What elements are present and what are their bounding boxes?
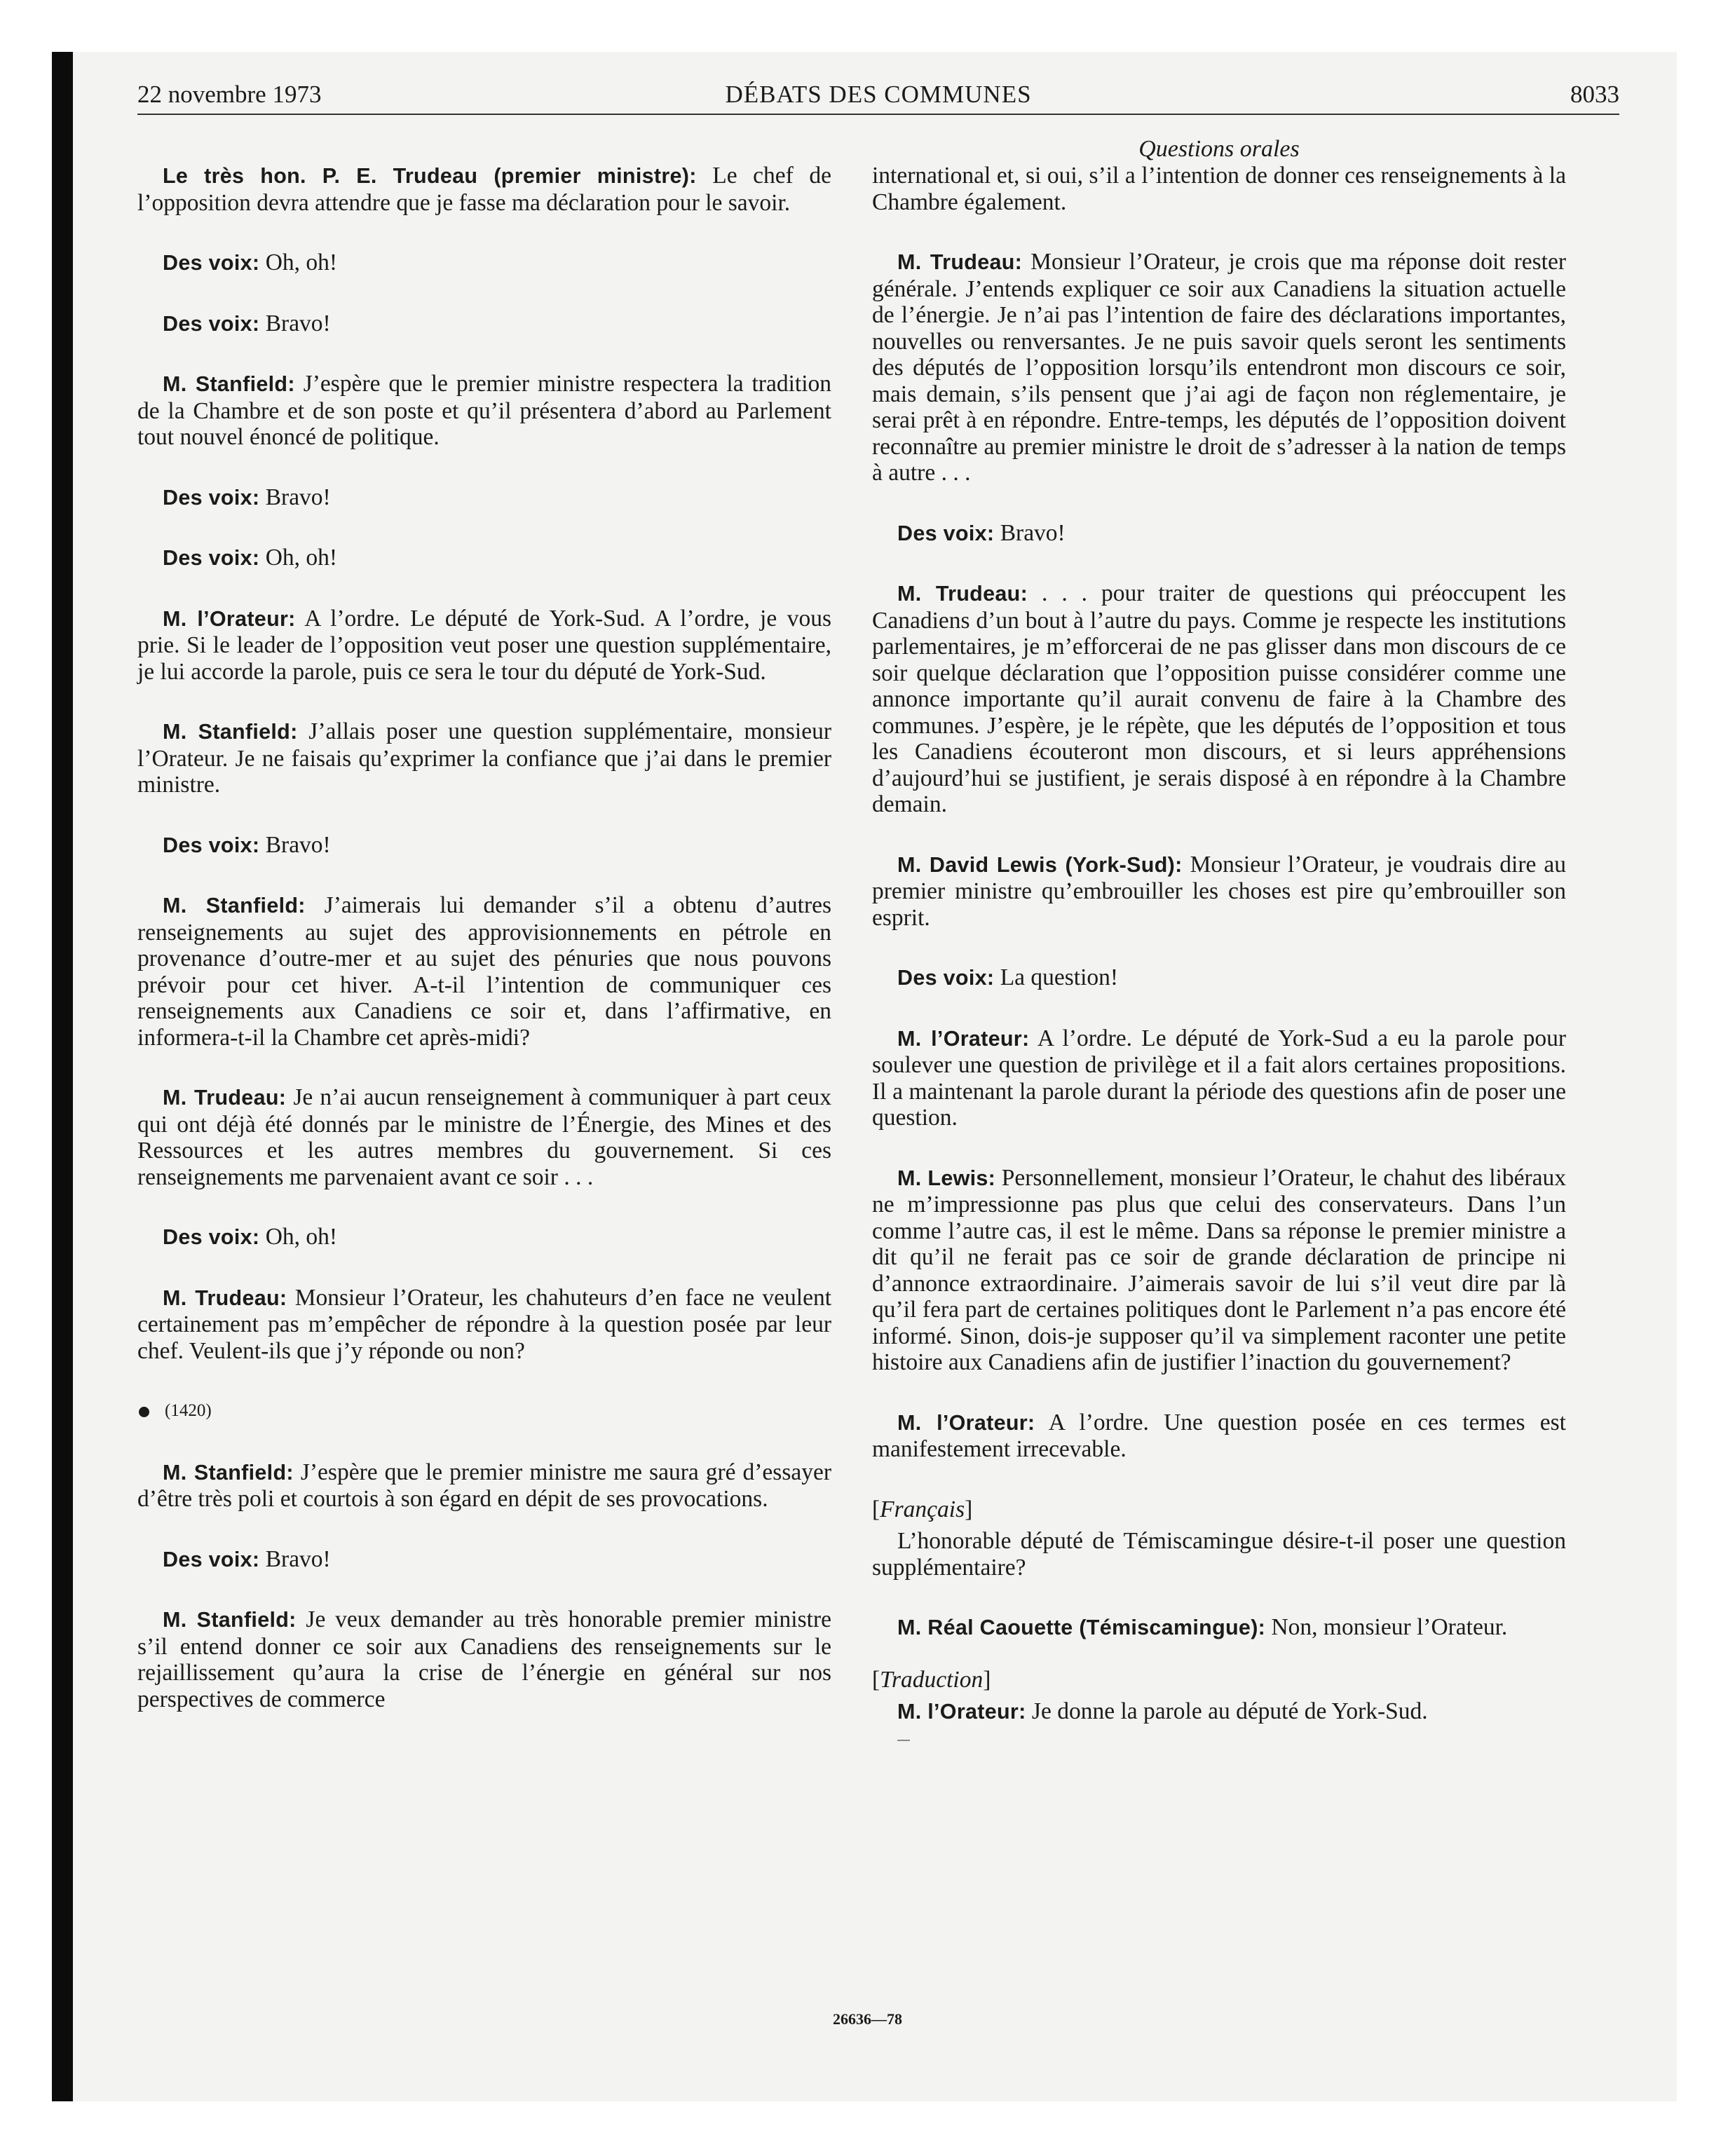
language-francais-label: Français — [880, 1496, 965, 1522]
speaker-name: M. Trudeau: — [163, 1086, 287, 1110]
speech-text: La question! — [1000, 964, 1119, 990]
speech-paragraph — [137, 311, 831, 338]
speech-text: Bravo! — [265, 831, 331, 858]
speech-paragraph — [872, 1025, 1566, 1131]
speaker-name: Le très hon. P. E. Trudeau (premier ministre): — [163, 164, 697, 188]
speech-paragraph — [872, 520, 1566, 547]
speaker-name: M. Stanfield: — [163, 720, 298, 744]
section-heading: Questions orales — [1138, 136, 1300, 162]
speech-paragraph — [137, 371, 831, 451]
speech-text: Je donne la parole au député de York-Sud. — [1031, 1698, 1428, 1724]
speaker-name: M. l’Orateur: — [163, 606, 296, 631]
binding-edge — [52, 52, 73, 2101]
speech-text: Bravo! — [1000, 519, 1066, 546]
speech-text: Monsieur l’Orateur, je voudrais dire au premier ministre qu’embrouiller les choses est pire qu’embrouiller son esprit. — [872, 851, 1567, 931]
speech-text: A l’ordre. Le député de York-Sud. A l’ordre, je vous prie. Si le leader de l’opposition veut poser une question supplémentaire, je lui accorde la parole, puis ce sera le tour du député de York-Sud. — [137, 605, 831, 685]
speech-paragraph — [137, 484, 831, 512]
left-paragraphs-after — [137, 1459, 831, 1713]
left-paragraphs — [137, 163, 831, 1364]
speech-paragraph — [137, 1546, 831, 1574]
header-date: 22 novembre 1973 — [137, 81, 322, 108]
speaker-name: Des voix: — [897, 966, 995, 990]
speaker-name: Des voix: — [897, 521, 995, 545]
speech-paragraph — [137, 545, 831, 572]
speech-paragraph — [137, 1606, 831, 1712]
speech-text: Je veux demander au très honorable premier ministre s’il entend donner ce soir aux Canadiens des renseignements sur le rejaillissement qu’aura la crise de l’énergie en général sur nos perspectives de commerce — [137, 1606, 831, 1712]
left-column — [137, 163, 831, 1746]
speech-text: . . . pour traiter de questions qui préoccupent les Canadiens d’un bout à l’autre du pays. Comme je respecte les institutions parlementaires, je m’efforcerai de ne pas glisser dans mon discours de ce soir quelque déclaration que l’opposition puisse considérer comme une annonce importante qu’il aurait convenu de faire à la Chambre des communes. J’espère, je le répète, que les députés de l’opposition et tous les Canadiens écouteront mon discours, et si leurs appréhensions d’aujourd’hui se justifient, je serais disposé à en répondre à la Chambre demain. — [872, 580, 1567, 817]
final-paragraph — [872, 1698, 1566, 1726]
header-title: DÉBATS DES COMMUNES — [725, 81, 1032, 108]
speech-paragraph — [137, 250, 831, 277]
speech-text: Bravo! — [265, 310, 331, 336]
page-header — [137, 79, 1619, 111]
speech-paragraph — [137, 606, 831, 685]
speaker-name: M. Stanfield: — [163, 1608, 297, 1632]
caouette-paragraph — [872, 1614, 1566, 1642]
speaker-name: M. Trudeau: — [897, 250, 1023, 274]
speaker-name: M. l’Orateur: — [897, 1700, 1026, 1724]
speaker-name: Des voix: — [163, 1547, 260, 1571]
language-note-traduction: [Traduction] — [872, 1666, 991, 1693]
speech-paragraph — [872, 1165, 1566, 1376]
header-rule — [137, 114, 1619, 115]
speech-text: A l’ordre. Une question posée en ces termes est manifestement irrecevable. — [872, 1409, 1566, 1462]
speech-text: Oh, oh! — [265, 250, 338, 275]
speech-text: Non, monsieur l’Orateur. — [1271, 1614, 1508, 1640]
page-footer: 26636—78 — [833, 2010, 902, 2028]
speech-text: Je n’ai aucun renseignement à communiquer à part ceux qui ont déjà été donnés par le ministre de l’Énergie, des Mines et des Ressources et les autres membres du gouvernement. Si ces renseignements me parvenaient avant ce soir . . . — [137, 1084, 831, 1190]
speaker-name: Des voix: — [163, 833, 260, 857]
speech-text: A l’ordre. Le député de York-Sud a eu la parole pour soulever une question de privilège et il a fait alors certaines propositions. Il a maintenant la parole durant la période des questions afin de poser une question. — [872, 1025, 1567, 1131]
speaker-name: Des voix: — [163, 546, 260, 570]
speech-paragraph — [137, 832, 831, 859]
speech-text: Personnellement, monsieur l’Orateur, le chahut des libéraux ne m’impressionne pas plus que celui des conservateurs. Dans l’un comme l’autre cas, il est le même. Dans sa réponse le premier ministre a dit qu’il ne ferait pas ce soir de grande déclaration de principe ni d’annonce extraordinaire. J’aimerais savoir de lui s’il veut dire par là qu’il fera part de certaines politiques dont le Parlement n’a pas encore été informé. Sinon, dois-je supposer qu’il va simplement raconter une petite histoire aux Canadiens afin de justifier l’inaction du gouvernement? — [872, 1164, 1567, 1375]
speech-paragraph — [137, 1224, 831, 1251]
speech-paragraph — [137, 1084, 831, 1190]
speaker-name: M. l’Orateur: — [897, 1026, 1030, 1051]
speaker-name: M. Lewis: — [897, 1166, 996, 1190]
time-marker-text: (1420) — [165, 1401, 212, 1420]
speaker-name: Des voix: — [163, 251, 260, 275]
right-paragraphs — [872, 163, 1566, 1463]
speech-paragraph — [137, 1285, 831, 1365]
speech-text: Monsieur l’Orateur, je crois que ma réponse doit rester générale. J’entends expliquer ce soir aux Canadiens la situation actuelle de l’énergie. Je n’ai pas l’intention de faire des déclarations importantes, nouvelles ou renversantes. Je ne puis savoir quels seront les sentiments des députés de l’opposition lorsqu’ils entendront mon discours ce soir, mais demain, s’ils pensent que j’ai agi de façon non réglementaire, je serai prêt à en répondre. Entre-temps, les députés de l’opposition doivent reconnaître au premier ministre le droit de s’adresser à la nation de temps à autre . . . — [872, 249, 1567, 486]
speech-text: J’allais poser une question supplémentaire, monsieur l’Orateur. Je ne faisais qu’exprimer la confiance que j’ai dans le premier ministre. — [137, 718, 831, 798]
header-page-number: 8033 — [1570, 81, 1619, 108]
speech-paragraph — [137, 892, 831, 1051]
speaker-name: M. Trudeau: — [897, 582, 1028, 606]
speech-paragraph — [137, 718, 831, 798]
right-column — [872, 163, 1566, 1741]
speech-text: Monsieur l’Orateur, les chahuteurs d’en face ne veulent certainement pas m’empêcher de répondre à la question posée par leur chef. Veulent-ils que j’y réponde ou non? — [137, 1284, 832, 1364]
speaker-name: M. Réal Caouette (Témiscamingue): — [897, 1616, 1266, 1639]
speech-paragraph — [872, 1410, 1566, 1463]
speech-text: J’espère que le premier ministre respectera la tradition de la Chambre et de son poste et qu’il présentera d’abord au Parlement tout nouvel énoncé de politique. — [137, 371, 832, 450]
end-dash — [897, 1740, 910, 1741]
speaker-name: M. Trudeau: — [163, 1285, 287, 1310]
time-marker — [137, 1398, 831, 1424]
language-note-francais: [Français] — [872, 1496, 973, 1522]
speech-paragraph — [137, 1459, 831, 1513]
speech-paragraph — [872, 580, 1566, 818]
speech-text: Bravo! — [265, 1546, 331, 1572]
speaker-name: M. l’Orateur: — [897, 1410, 1035, 1435]
speaker-name: Des voix: — [163, 311, 260, 336]
speaker-name: M. David Lewis (York-Sud): — [897, 852, 1183, 877]
speaker-name: Des voix: — [163, 485, 260, 510]
speech-text: Oh, oh! — [265, 1224, 338, 1250]
speaker-name: M. Stanfield: — [163, 372, 295, 396]
speech-paragraph — [872, 852, 1566, 932]
speaker-name: M. Stanfield: — [163, 894, 306, 917]
speaker-name: M. Stanfield: — [163, 1460, 294, 1485]
speech-paragraph — [137, 163, 831, 216]
language-traduction-label: Traduction — [880, 1666, 984, 1693]
speech-paragraph — [872, 249, 1566, 486]
speech-text: J’espère que le premier ministre me saura gré d’essayer d’être très poli et courtois à son égard en dépit de ses provocations. — [137, 1459, 832, 1512]
speech-paragraph — [872, 163, 1566, 215]
speech-text: Oh, oh! — [265, 545, 338, 571]
speech-paragraph — [872, 964, 1566, 992]
speech-text: Bravo! — [265, 484, 331, 510]
francais-paragraph: L’honorable député de Témiscamingue désire-t-il poser une question supplémentaire? — [872, 1528, 1566, 1581]
speech-text: Le chef de l’opposition devra attendre que je fasse ma déclaration pour le savoir. — [137, 163, 832, 216]
bullet-dot-icon — [139, 1407, 149, 1417]
speech-text: international et, si oui, s’il a l’intention de donner ces renseignements à la Chambre également. — [872, 163, 1566, 215]
speech-text: J’aimerais lui demander s’il a obtenu d’autres renseignements au sujet des approvisionnements en pétrole en provenance d’outre-mer et au sujet des pénuries que nous pouvons prévoir pour cet hiver. A-t-il l’intention de communiquer ces renseignements aux Canadiens ce soir et, dans l’affirmative, en informera-t-il la Chambre cet après-midi? — [137, 892, 832, 1051]
speaker-name: Des voix: — [163, 1225, 260, 1249]
